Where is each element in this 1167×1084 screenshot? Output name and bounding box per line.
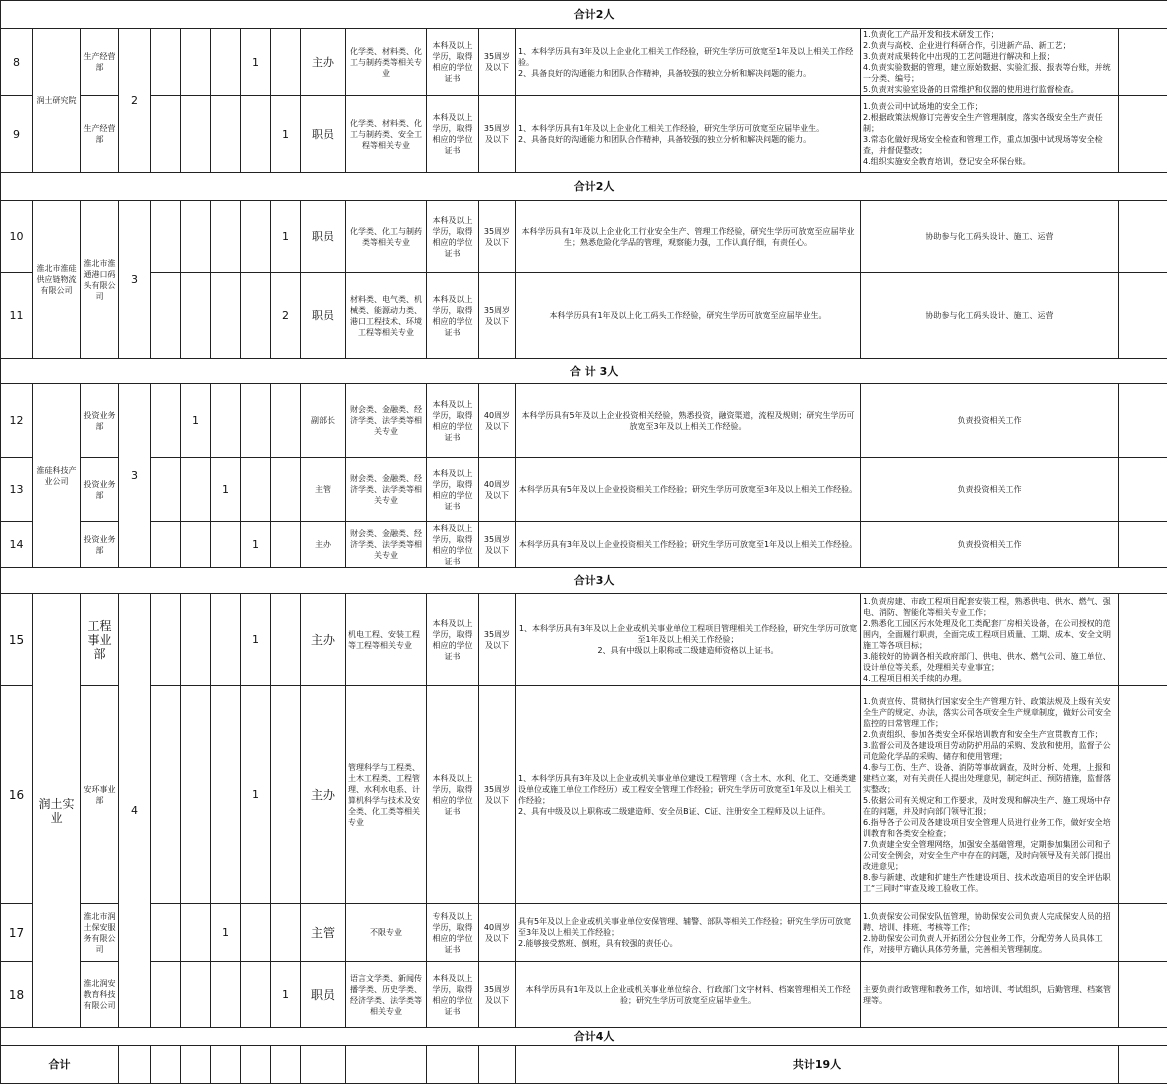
note-cell xyxy=(1119,201,1167,273)
count-c1 xyxy=(151,686,181,904)
count-c3 xyxy=(211,962,241,1028)
count-c5 xyxy=(271,904,301,962)
education-cell: 本科及以上学历，取得相应的学位证书 xyxy=(427,384,479,458)
company-cell: 润土实业 xyxy=(33,594,81,1028)
subtotal-row xyxy=(1,568,1167,594)
education-cell: 专科及以上学历，取得相应的学位证书 xyxy=(427,904,479,962)
grand-total-label: 合计 xyxy=(1,1046,119,1084)
position-title: 职员 xyxy=(301,96,346,173)
education-cell: 本科及以上学历，取得相应的学位证书 xyxy=(427,29,479,96)
table-row xyxy=(1,384,1167,458)
subtotal-label: 合 计 3人 xyxy=(1,359,1167,384)
position-title: 主办 xyxy=(301,594,346,686)
empty-cell xyxy=(151,1046,181,1084)
count-c3 xyxy=(211,201,241,273)
major-cell: 管理科学与工程类、土木工程类、工程管理、水利水电系、计算机科学与技术及安全类、化工类等相关专业 xyxy=(346,686,427,904)
education-cell: 本科及以上学历，取得相应的学位证书 xyxy=(427,594,479,686)
duty-cell: 1.负责保安公司保安队伍管理，协助保安公司负责人完成保安人员的招聘、培训、排班、考核等工作； 2.协助保安公司负责人开拓团公分包业务工作，分配劳务人员具体工作，对接甲方确认具体劳务量，完善相关管理制度。 xyxy=(861,904,1119,962)
count-c2 xyxy=(181,522,211,568)
duty-cell: 1.负责公司中试场地的安全工作； 2.根据政策法规修订完善安全生产管理制度，落实各级安全生产责任制； 3.常态化做好现场安全检查和管理工作，重点加强中试现场等安全检查，并督促整改； 4.组织实施安全教育培训，登记安全环保台账。 xyxy=(861,96,1119,173)
position-title: 主管 xyxy=(301,904,346,962)
dept-cell: 淮北市润土保安服务有限公司 xyxy=(81,904,119,962)
requirement-cell: 本科学历具有3年及以上企业投资相关工作经验；研究生学历可放宽至1年及以上相关工作经验。 xyxy=(516,522,861,568)
count-c5 xyxy=(271,29,301,96)
count-c4 xyxy=(241,273,271,359)
count-c5: 1 xyxy=(271,962,301,1028)
subtotal-row xyxy=(1,359,1167,384)
count-c2 xyxy=(181,29,211,96)
row-number: 14 xyxy=(1,522,33,568)
count-c2 xyxy=(181,201,211,273)
subtotal-row xyxy=(1,173,1167,201)
subtotal-label: 合计2人 xyxy=(1,1,1167,29)
requirement-cell: 本科学历具有1年及以上企业化工行业安全生产、管理工作经验，研究生学历可放宽至应届毕业生；熟悉危险化学品的管理，观察能力强，工作认真仔细，有责任心。 xyxy=(516,201,861,273)
row-number: 16 xyxy=(1,686,33,904)
education-cell: 本科及以上学历，取得相应的学位证书 xyxy=(427,522,479,568)
row-number: 18 xyxy=(1,962,33,1028)
major-cell: 机电工程、安装工程等工程等相关专业 xyxy=(346,594,427,686)
empty-cell xyxy=(346,1046,427,1084)
table-row xyxy=(1,273,1167,359)
age-cell: 35周岁及以下 xyxy=(479,96,516,173)
education-cell: 本科及以上学历，取得相应的学位证书 xyxy=(427,962,479,1028)
count-c5 xyxy=(271,522,301,568)
count-c3 xyxy=(211,29,241,96)
dept-cell: 投资业务部 xyxy=(81,384,119,458)
note-cell xyxy=(1119,458,1167,522)
count-c1 xyxy=(151,962,181,1028)
count-c2 xyxy=(181,904,211,962)
count-c4: 1 xyxy=(241,29,271,96)
position-title: 主办 xyxy=(301,686,346,904)
table-row xyxy=(1,904,1167,962)
dept-cell: 工程事业部 xyxy=(81,594,119,686)
count-c5 xyxy=(271,594,301,686)
count-c4 xyxy=(241,384,271,458)
count-c4 xyxy=(241,201,271,273)
count-c4: 1 xyxy=(241,594,271,686)
empty-cell xyxy=(301,1046,346,1084)
major-cell: 材料类、电气类、机械类、能源动力类、港口工程技术、环境工程等相关专业 xyxy=(346,273,427,359)
count-c3 xyxy=(211,522,241,568)
age-cell: 35周岁及以下 xyxy=(479,273,516,359)
company-cell: 润土研究院 xyxy=(33,29,81,173)
count-c1 xyxy=(151,904,181,962)
duty-cell: 1.负责房建、市政工程项目配套安装工程，熟悉供电、供水、燃气、强电、消防、智能化等相关专业工作； 2.熟悉化工园区污水处理及化工类配套厂房相关设备，在公司授权的范围内，全面履行职责，全面完成工程项目质量、工期、成本、安全文明施工等各项目标； 3.能较好的协调各相关政府部门、供电、供水、燃气公司、施工单位、设计单位等关系，处理相关专业事宜； 4.工程项目相关手续的办理。 xyxy=(861,594,1119,686)
group-total: 3 xyxy=(119,201,151,359)
requirement-cell: 1、本科学历具有3年及以上企业或机关事业单位建设工程管理（含土木、水利、化工、交通类建设单位或施工单位工作经历）或工程安全管理工作经验；研究生学历可放宽至1年及以上相关工作经验； 2、具有中级及以上职称或二级建造师、安全员B证、C证、注册安全工程师及以上证件。 xyxy=(516,686,861,904)
duty-cell: 1.负责化工产品开发和技术研发工作； 2.负责与高校、企业进行科研合作，引进新产品、新工艺； 3.负责对成果转化中出现的工艺问题进行解决和上报； 4.负责实验数据的管理，建立原始数据、实验汇报、报表等台账，并统一分类、编号； 5.负责对实验室设备的日常维护和仪器的使用进行监督检查。 xyxy=(861,29,1119,96)
count-c5 xyxy=(271,686,301,904)
count-c4: 1 xyxy=(241,686,271,904)
requirement-cell: 本科学历具有5年及以上企业投资相关工作经验；研究生学历可放宽至3年及以上相关工作经验。 xyxy=(516,458,861,522)
requirement-cell: 1、本科学历具有3年及以上企业化工相关工作经验，研究生学历可放宽至1年及以上相关工作经验。 2、具备良好的沟通能力和团队合作精神，具备较强的独立分析和解决问题的能力。 xyxy=(516,29,861,96)
table-row xyxy=(1,201,1167,273)
empty-cell xyxy=(271,1046,301,1084)
age-cell: 40周岁及以下 xyxy=(479,904,516,962)
age-cell: 35周岁及以下 xyxy=(479,29,516,96)
company-cell: 淮北市淮硅供应链物流有限公司 xyxy=(33,201,81,359)
count-c1 xyxy=(151,273,181,359)
count-c1 xyxy=(151,96,181,173)
subtotal-label: 合计2人 xyxy=(1,173,1167,201)
note-cell xyxy=(1119,594,1167,686)
row-number: 17 xyxy=(1,904,33,962)
note-cell xyxy=(1119,686,1167,904)
count-c4 xyxy=(241,458,271,522)
duty-cell: 协助参与化工码头设计、施工、运营 xyxy=(861,201,1119,273)
count-c4: 1 xyxy=(241,522,271,568)
table-row xyxy=(1,29,1167,96)
count-c5: 1 xyxy=(271,201,301,273)
education-cell: 本科及以上学历，取得相应的学位证书 xyxy=(427,686,479,904)
age-cell: 40周岁及以下 xyxy=(479,458,516,522)
dept-cell: 生产经营部 xyxy=(81,96,119,173)
count-c2: 1 xyxy=(181,384,211,458)
count-c3 xyxy=(211,594,241,686)
subtotal-row xyxy=(1,1,1167,29)
count-c5: 2 xyxy=(271,273,301,359)
age-cell: 35周岁及以下 xyxy=(479,594,516,686)
age-cell: 35周岁及以下 xyxy=(479,962,516,1028)
empty-cell xyxy=(427,1046,479,1084)
row-number: 8 xyxy=(1,29,33,96)
age-cell: 40周岁及以下 xyxy=(479,384,516,458)
major-cell: 财会类、金融类、经济学类、法学类等相关专业 xyxy=(346,384,427,458)
position-title: 副部长 xyxy=(301,384,346,458)
position-title: 职员 xyxy=(301,273,346,359)
major-cell: 化学类、材料类、化工与制药类等相关专业 xyxy=(346,29,427,96)
empty-cell xyxy=(119,1046,151,1084)
dept-cell: 投资业务部 xyxy=(81,522,119,568)
row-number: 10 xyxy=(1,201,33,273)
dept-cell: 淮北润安教育科技有限公司 xyxy=(81,962,119,1028)
count-c1 xyxy=(151,201,181,273)
count-c1 xyxy=(151,29,181,96)
grand-total-row xyxy=(1,1046,1167,1084)
subtotal-label: 合计4人 xyxy=(1,1028,1167,1046)
position-title: 主办 xyxy=(301,29,346,96)
major-cell: 财会类、金融类、经济学类、法学类等相关专业 xyxy=(346,522,427,568)
count-c2 xyxy=(181,594,211,686)
empty-cell xyxy=(181,1046,211,1084)
duty-cell: 负责投资相关工作 xyxy=(861,384,1119,458)
duty-cell: 负责投资相关工作 xyxy=(861,458,1119,522)
count-c4 xyxy=(241,96,271,173)
count-c4 xyxy=(241,904,271,962)
count-c5: 1 xyxy=(271,96,301,173)
company-cell: 淮硅科技产业公司 xyxy=(33,384,81,568)
count-c2 xyxy=(181,686,211,904)
requirement-cell: 本科学历具有1年及以上企业或机关事业单位综合、行政部门文字材料、档案管理相关工作经验；研究生学历可放宽至应届毕业生。 xyxy=(516,962,861,1028)
position-title: 职员 xyxy=(301,962,346,1028)
note-cell xyxy=(1119,29,1167,96)
requirement-cell: 本科学历具有1年及以上化工码头工作经验，研究生学历可放宽至应届毕业生。 xyxy=(516,273,861,359)
duty-cell: 1.负责宣传、贯彻执行国家安全生产管理方针、政策法规及上级有关安全生产的规定、办法，落实公司各项安全生产规章制度，做好公司安全监控的日常管理工作； 2.负责组织、参加各类安全环保培训教育和安全生产宣贯教育工作； 3.监督公司及各建设项目劳动防护用品的采购、发放和使用，监督子公司危险化学品的采购、储存和使用管理； 4.参与工伤、生产、设备、消防等事故调查，及时分析、处理，上报和建档立案，对有关责任人提出处理意见，制定纠正、预防措施，监督落实整改； 5.依据公司有关规定和工作要求，及时发现和解决生产、施工现场中存在的问题，并及时向部门领导汇报； 6.指导各子公司及各建设项目安全管理人员进行业务工作，做好安全培训教育和各类安全检查； 7.负责建全安全管理网络，加强安全基础管理，定期参加集团公司和子公司安全例会，对安全生产中存在的问题，及时向领导及有关部门提出改进意见； 8.参与新建、改建和扩建生产性建设项目、技术改造项目的安全评估职工“三同时”审查及竣工验收工作。 xyxy=(861,686,1119,904)
note-cell xyxy=(1119,96,1167,173)
subtotal-label: 合计3人 xyxy=(1,568,1167,594)
count-c1 xyxy=(151,384,181,458)
count-c3 xyxy=(211,384,241,458)
education-cell: 本科及以上学历，取得相应的学位证书 xyxy=(427,458,479,522)
row-number: 9 xyxy=(1,96,33,173)
group-total: 4 xyxy=(119,594,151,1028)
count-c5 xyxy=(271,384,301,458)
table-row xyxy=(1,686,1167,904)
empty-cell xyxy=(1119,1046,1167,1084)
count-c2 xyxy=(181,273,211,359)
group-total: 2 xyxy=(119,29,151,173)
requirement-cell: 本科学历具有5年及以上企业投资相关经验，熟悉投资，融资渠道，流程及规则；研究生学历可放宽至3年及以上相关工作经验。 xyxy=(516,384,861,458)
count-c3 xyxy=(211,96,241,173)
major-cell: 语言文学类、新闻传播学类、历史学类、经济学类、法学类等相关专业 xyxy=(346,962,427,1028)
education-cell: 本科及以上学历，取得相应的学位证书 xyxy=(427,273,479,359)
count-c2 xyxy=(181,96,211,173)
empty-cell xyxy=(479,1046,516,1084)
count-c3: 1 xyxy=(211,904,241,962)
note-cell xyxy=(1119,522,1167,568)
count-c3 xyxy=(211,686,241,904)
count-c2 xyxy=(181,458,211,522)
table-row xyxy=(1,522,1167,568)
requirement-cell: 具有5年及以上企业或机关事业单位安保管理、辅警、部队等相关工作经验；研究生学历可放宽至3年及以上相关工作经验； 2.能够接受熬班、倒班，具有较强的责任心。 xyxy=(516,904,861,962)
duty-cell: 主要负责行政管理和教务工作，如培训、考试组织，后勤管理、档案管理等。 xyxy=(861,962,1119,1028)
count-c1 xyxy=(151,458,181,522)
major-cell: 不限专业 xyxy=(346,904,427,962)
education-cell: 本科及以上学历，取得相应的学位证书 xyxy=(427,96,479,173)
major-cell: 化学类、化工与制药类等相关专业 xyxy=(346,201,427,273)
dept-cell: 投资业务部 xyxy=(81,458,119,522)
table-row xyxy=(1,96,1167,173)
grand-total-value: 共计19人 xyxy=(516,1046,1119,1084)
subtotal-row xyxy=(1,1028,1167,1046)
position-title: 主管 xyxy=(301,458,346,522)
education-cell: 本科及以上学历，取得相应的学位证书 xyxy=(427,201,479,273)
empty-cell xyxy=(211,1046,241,1084)
age-cell: 35周岁及以下 xyxy=(479,686,516,904)
requirement-cell: 1、本科学历具有3年及以上企业或机关事业单位工程项目管理相关工作经验，研究生学历可放宽至1年及以上相关工作经验； 2、具有中级以上职称或二级建造师资格以上证书。 xyxy=(516,594,861,686)
position-title: 主办 xyxy=(301,522,346,568)
dept-cell: 安环事业部 xyxy=(81,686,119,904)
note-cell xyxy=(1119,273,1167,359)
count-c4 xyxy=(241,962,271,1028)
count-c3: 1 xyxy=(211,458,241,522)
major-cell: 财会类、金融类、经济学类、法学类等相关专业 xyxy=(346,458,427,522)
duty-cell: 负责投资相关工作 xyxy=(861,522,1119,568)
empty-cell xyxy=(241,1046,271,1084)
note-cell xyxy=(1119,904,1167,962)
dept-cell: 淮北市淮通港口码头有限公司 xyxy=(81,201,119,359)
table-row xyxy=(1,458,1167,522)
table-row xyxy=(1,962,1167,1028)
count-c2 xyxy=(181,962,211,1028)
row-number: 13 xyxy=(1,458,33,522)
note-cell xyxy=(1119,962,1167,1028)
group-total: 3 xyxy=(119,384,151,568)
dept-cell: 生产经营部 xyxy=(81,29,119,96)
age-cell: 35周岁及以下 xyxy=(479,201,516,273)
table-row xyxy=(1,594,1167,686)
count-c1 xyxy=(151,522,181,568)
note-cell xyxy=(1119,384,1167,458)
count-c1 xyxy=(151,594,181,686)
position-title: 职员 xyxy=(301,201,346,273)
count-c5 xyxy=(271,458,301,522)
row-number: 15 xyxy=(1,594,33,686)
requirement-cell: 1、本科学历具有1年及以上企业化工相关工作经验，研究生学历可放宽至应届毕业生。 2、具备良好的沟通能力和团队合作精神，具备较强的独立分析和解决问题的能力。 xyxy=(516,96,861,173)
duty-cell: 协助参与化工码头设计、施工、运营 xyxy=(861,273,1119,359)
row-number: 12 xyxy=(1,384,33,458)
major-cell: 化学类、材料类、化工与制药类、安全工程等相关专业 xyxy=(346,96,427,173)
age-cell: 35周岁及以下 xyxy=(479,522,516,568)
count-c3 xyxy=(211,273,241,359)
row-number: 11 xyxy=(1,273,33,359)
